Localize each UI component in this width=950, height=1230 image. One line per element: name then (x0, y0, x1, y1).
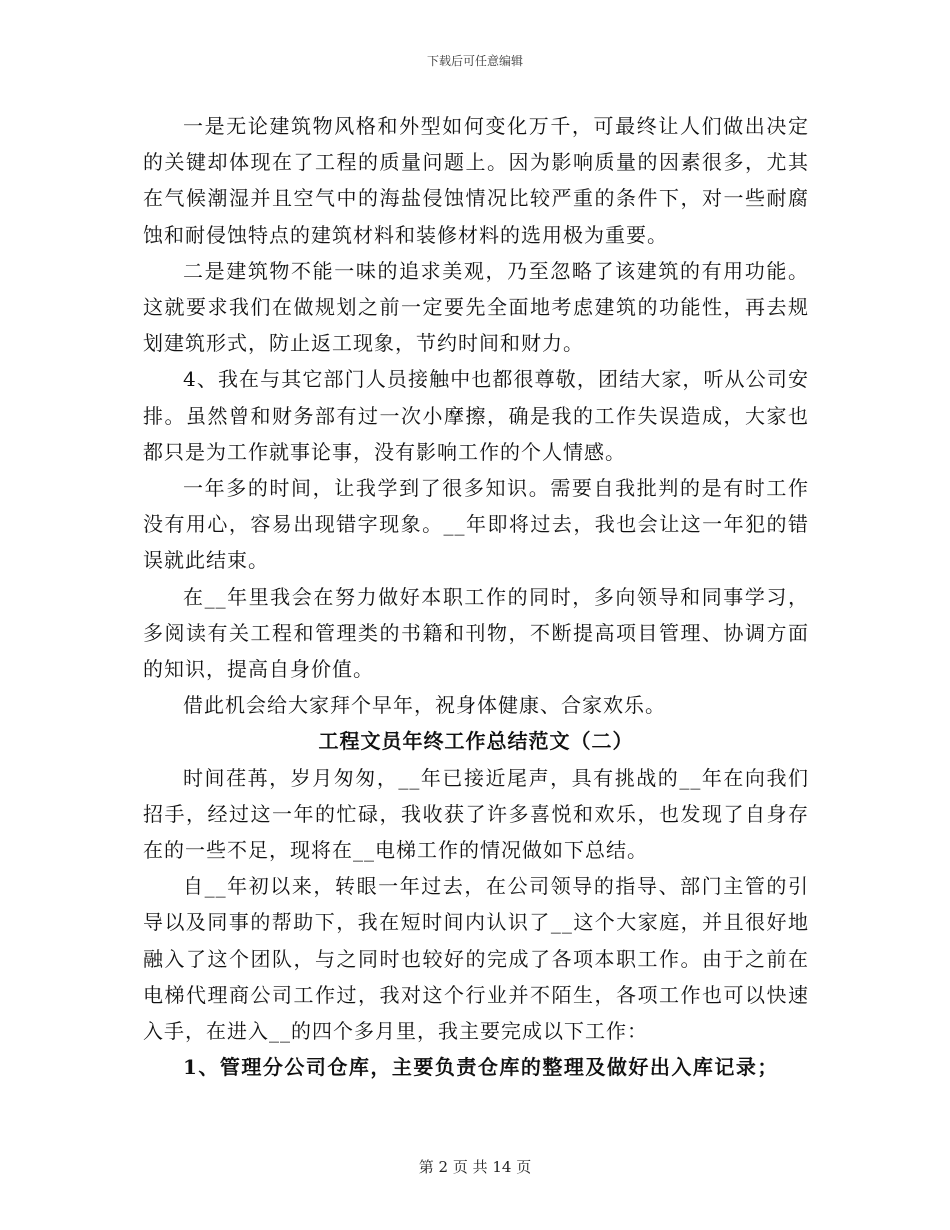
document-body (143, 108, 809, 1085)
paragraph-quality: 一是无论建筑物风格和外型如何变化万千，可最终让人们做出决定的关键却体现在了工程的质量问题上。因为影响质量的因素很多，尤其在气候潮湿并且空气中的海盐侵蚀情况比较严重的条件下，对一些耐腐蚀和耐侵蚀特点的建筑材料和装修材料的选用极为重要。 (143, 114, 809, 247)
section-title: 工程文员年终工作总结范文（二） (318, 729, 634, 754)
paragraph-self-review: 一年多的时间，让我学到了很多知识。需要自我批判的是有时工作没有用心，容易出现错字现象。__年即将过去，我也会让这一年犯的错误就此结束。 (143, 476, 809, 573)
paragraph-plan: 在__年里我会在努力做好本职工作的同时，多向领导和同事学习，多阅读有关工程和管理类的书籍和刊物，不断提高项目管理、协调方面的知识，提高自身价值。 (143, 584, 809, 682)
page-header-note: 下载后可任意编辑 (426, 54, 523, 68)
paragraph-intro: 时间荏苒，岁月匆匆，__年已接近尾声，具有挑战的__年在向我们招手，经过这一年的忙碌，我收获了许多喜悦和欢乐，也发现了自身存在的一些不足，现将在__电梯工作的情况做如下总结。 (143, 765, 809, 863)
paragraph-greeting: 借此机会给大家拜个早年，祝身体健康、合家欢乐。 (183, 693, 666, 718)
paragraph-overview: 自__年初以来，转眼一年过去，在公司领导的指导、部门主管的引导以及同事的帮助下，我在短时间内认识了__这个大家庭，并且很好地融入了这个团队，与之同时也较好的完成了各项本职工作。由于之前在电梯代理商公司工作过，我对这个行业并不陌生，各项工作也可以快速入手，在进入__的四个多月里，我主要完成以下工作： (143, 874, 809, 1044)
paragraph-cooperation: 4、我在与其它部门人员接触中也都很尊敬，团结大家，听从公司安排。虽然曾和财务部有过一次小摩擦，确是我的工作失误造成，大家也都只是为工作就事论事，没有影响工作的个人情感。 (143, 367, 809, 464)
page-number: 第 2 页 共 14 页 (418, 1158, 532, 1176)
paragraph-function: 二是建筑物不能一味的追求美观，乃至忽略了该建筑的有用功能。这就要求我们在做规划之前一定要先全面地考虑建筑的功能性，再去规划建筑形式，防止返工现象，节约时间和财力。 (143, 258, 809, 356)
work-item-1: 1、管理分公司仓库，主要负责仓库的整理及做好出入库记录； (183, 1055, 779, 1080)
